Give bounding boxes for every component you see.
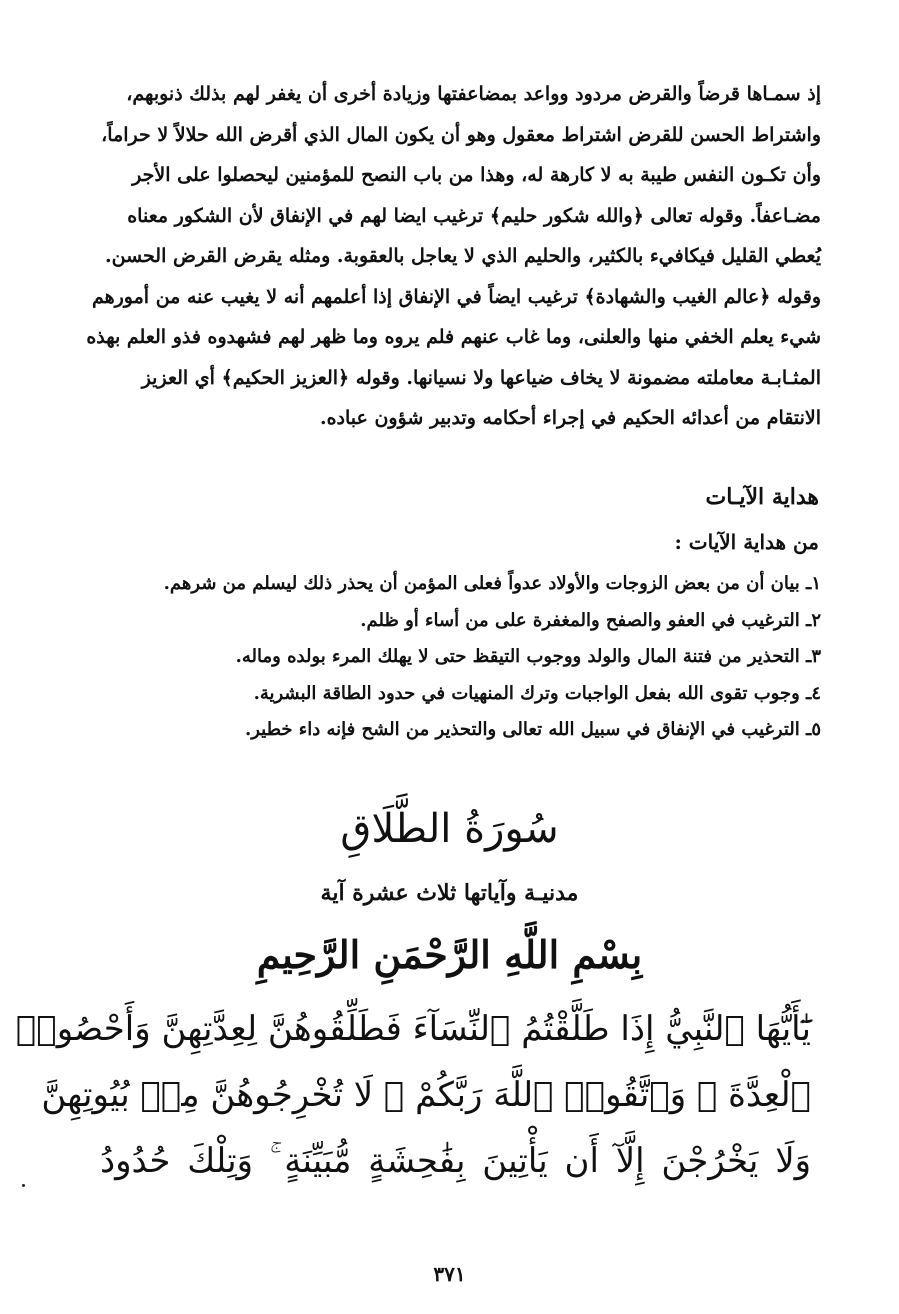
verse-line-3: وَلَا يَخْرُجْنَ إِلَّآ أَن يَأْتِينَ بِفَٰحِشَةٍ مُّبَيِّنَةٍ ۚ وَتِلْكَ حُدُودُ xyxy=(100,1141,811,1181)
tafsir-line-9: الانتقام من أعدائه الحكيم في إجراء أحكامه وتدبير شؤون عباده. xyxy=(319,407,821,429)
scan-speck xyxy=(22,1184,25,1187)
guidance-item-1: ١ـ بيان أن من بعض الزوجات والأولاد عدواً فعلى المؤمن أن يحذر ذلك ليسلم من شرهم. xyxy=(163,573,821,594)
page-number: ٣٧١ xyxy=(433,1262,466,1286)
tafsir-line-5: يُعطي القليل فيكافيء بالكثير، والحليم الذي لا يعاجل بالعقوبة. ومثله يقرض القرض الحسن. xyxy=(105,245,821,267)
tafsir-line-6: وقوله ﴿عالم الغيب والشهادة﴾ ترغيب ايضاً في الإنفاق إذا أعلمهم أنه لا يغيب عنه من أمورهم xyxy=(91,285,821,308)
surah-info: مدنيـة وآياتها ثلاث عشرة آية xyxy=(320,880,579,906)
tafsir-line-7: شيء يعلم الخفي منها والعلنى، وما غاب عنهم فلم يروه وما ظهر لهم فشهدوه فذو العلم بهذه xyxy=(86,326,821,348)
verse-line-2: ٱلْعِدَّةَ ۖ وَٱتَّقُوا۟ ٱللَّهَ رَبَّكُمْ ۖ لَا تُخْرِجُوهُنَّ مِنۢ بُيُوتِهِنَّ xyxy=(41,1075,811,1115)
basmala: بِسْمِ اللَّهِ الرَّحْمَنِ الرَّحِيمِ xyxy=(256,932,643,977)
quran-verses xyxy=(15,996,811,1194)
tafsir-line-2: واشتراط الحسن للقرض اشتراط معقول وهو أن يكون المال الذي أقرض الله حلالاً لا حراماً، xyxy=(101,123,821,146)
tafsir-line-4: مضـاعفاً. وقوله تعالى ﴿والله شكور حليم﴾ ترغيب ايضا لهم في الإنفاق لأن الشكور معناه xyxy=(127,204,821,227)
tafsir-line-1: إذ سمـاها قرضاً والقرض مردود وواعد بمضاعفتها وزيادة أخرى أن يغفر لهم بذلك ذنوبهم، xyxy=(126,83,821,105)
guidance-subheading: من هداية الآيات : xyxy=(674,530,819,554)
verse-line-1: يَٰٓأَيُّهَا ٱلنَّبِيُّ إِذَا طَلَّقْتُمُ ٱلنِّسَآءَ فَطَلِّقُوهُنَّ لِعِدَّتِهِنَّ وَأَحْصُوا۟ xyxy=(15,1009,811,1049)
tafsir-line-8: المثـابـة معاملته مضمونة لا يخاف ضياعها ولا نسيانها. وقوله ﴿العزيز الحكيم﴾ أي العزيز xyxy=(141,366,821,389)
section-heading: هداية الآيـات xyxy=(705,484,819,510)
guidance-list xyxy=(90,566,821,749)
guidance-item-4: ٤ـ وجوب تقوى الله بفعل الواجبات وترك المنهيات في حدود الطاقة البشرية. xyxy=(253,682,821,704)
guidance-item-2: ٢ـ الترغيب في العفو والصفح والمغفرة على من أساء أو ظلم. xyxy=(360,609,821,631)
guidance-item-3: ٣ـ التحذير من فتنة المال والولد ووجوب التيقظ حتى لا يهلك المرء بولده وماله. xyxy=(235,646,821,667)
tafsir-line-3: وأن تكـون النفس طيبة به لا كارهة له، وهذا من باب النصح للمؤمنين ليحصلوا على الأجر xyxy=(132,164,821,186)
surah-title: سُورَةُ الطَّلَاقِ xyxy=(340,806,559,852)
guidance-item-5: ٥ـ الترغيب في الإنفاق في سبيل الله تعالى والتحذير من الشح فإنه داء خطير. xyxy=(244,719,821,740)
tafsir-paragraph xyxy=(78,74,821,439)
